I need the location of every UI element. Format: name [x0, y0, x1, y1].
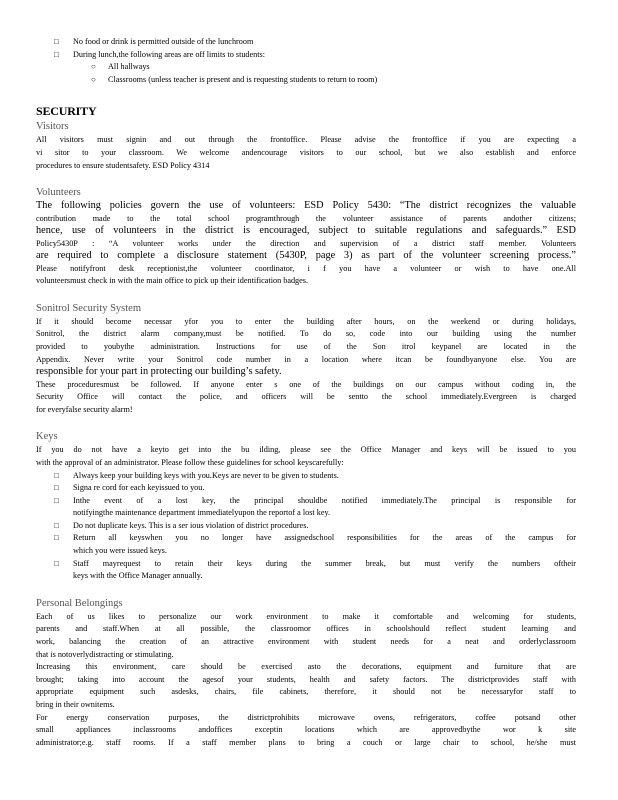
paragraph-line: Please notifyfront desk receptionist,the volunteer coordinator, i f you have a volunteer or wish to have one.All [36, 263, 576, 273]
paragraph-line: are required to complete a disclosure statement (5430P, page 3) as part of the volunteer screening process.” [36, 250, 576, 262]
paragraph-line: small appliances inclassrooms andoffices exceptin locations which are approvedbythe wor k site [36, 725, 576, 735]
paragraph-line: bring in their ownitems. [36, 700, 115, 709]
checkbox-bullet-icon: □ [54, 533, 59, 543]
volunteers-title: Volunteers [36, 187, 81, 199]
list-item-text: Do not duplicate keys. This is a ser ious violation of district procedures. [73, 520, 309, 530]
paragraph-line: appropriate equipment such asdesks, chairs, file cabinets, therefore, it should not be necessaryfor staff to [36, 687, 576, 697]
paragraph-line: brought; taking into account the agesof your students, health and safety factors. The districtprovides staff with [36, 674, 576, 684]
checkbox-bullet-icon: □ [54, 558, 59, 568]
paragraph-line: contribution made to the total school programthrough the volunteer assistance of parents andother citizens; [36, 213, 576, 223]
paragraph-line: Sonitrol, the district alarm company,must be notified. To do so, code into our building using the number [36, 329, 576, 339]
list-item-text: Always keep your building keys with you.Keys are never to be given to students. [73, 470, 339, 480]
list-item-line: Return all keyswhen you no longer have assignedschool responsibilities for the areas of the campus for [73, 533, 576, 543]
circle-bullet-icon: ○ [91, 74, 96, 84]
keys-section [36, 430, 576, 583]
paragraph-line: with the approval of an administrator. Please follow these guidelines for school keyscarefully: [36, 457, 344, 467]
checkbox-bullet-icon: □ [54, 520, 59, 530]
keys-title: Keys [36, 431, 58, 443]
list-item-line: Staff mayrequest to retain their keys during the summer break, but must verify the numbers oftheir [73, 558, 576, 568]
paragraph-line: If it should become necessar yfor you to enter the building after hours, on the weekend or during holidays, [36, 316, 576, 326]
list-item [36, 482, 576, 495]
checkbox-bullet-icon: □ [54, 483, 59, 493]
list-item-line: notifyingthe maintenance department immediatelyupon the reportof a lost key. [73, 508, 331, 518]
personal-belongings-title: Personal Belongings [36, 597, 123, 609]
paragraph-line: Increasing this environment, care should be exercised asto the decorations, equipment and furniture that are [36, 662, 576, 672]
paragraph-line: Security Office will contact the police, and officers will be sentto the school immediately.Evergreen is charged [36, 392, 576, 402]
paragraph-line: hence, use of volunteers in the district is encouraged, subject to suitable regulations and safeguards.” ESD [36, 225, 576, 237]
keys-guideline-list [36, 470, 576, 583]
paragraph-line: volunteersmust check in with the main office to pick up their identification badges. [36, 276, 309, 286]
paragraph-line: administrator;e.g. staff rooms. If a staff member plans to bring a couch or large chair to school, he/she must [36, 737, 576, 747]
visitors-section [36, 120, 576, 172]
paragraph-line: vi sitor to your classroom. We welcome andencourage visitors to our school, but we also establish and enforce [36, 147, 576, 157]
paragraph-line: procedures to ensure studentsafety. ESD Policy 4314 [36, 160, 210, 170]
sub-list-item-text: Classrooms (unless teacher is present and is requesting students to return to room) [108, 74, 378, 84]
paragraph-line: parents and staff.When at all possible, the classroomor offices in schoolshould reflect student learning and [36, 624, 576, 634]
list-item-text [73, 558, 576, 583]
sonitrol-title: Sonitrol Security System [36, 302, 141, 314]
list-item-text: Signa re cord for each keyissued to you. [73, 483, 205, 493]
list-item-text: No food or drink is permitted outside of the lunchroom [73, 37, 254, 46]
personal-belongings-section [36, 597, 576, 750]
volunteers-section [36, 186, 576, 288]
paragraph-line: All visitors must signin and out through the frontoffice. Please advise the frontoffice if you are expecting a [36, 135, 576, 145]
sub-list-item [36, 74, 576, 87]
checkbox-bullet-icon: □ [54, 470, 59, 480]
top-bullet-list [36, 36, 576, 86]
list-item-line: which you were issued keys. [73, 546, 167, 556]
list-item-text [73, 495, 576, 520]
list-item-text [73, 532, 576, 557]
visitors-title: Visitors [36, 121, 69, 133]
list-item [36, 520, 576, 533]
sub-list-item-text: All hallways [108, 62, 150, 72]
security-heading: SECURITY [36, 104, 97, 119]
checkbox-bullet-icon: □ [54, 49, 59, 59]
checkbox-bullet-icon: □ [54, 37, 59, 46]
paragraph-line: For energy conservation purposes, the districtprohibits microwave ovens, refrigerators, coffee potsand other [36, 712, 576, 722]
paragraph-line: work, balancing the creation of an attractive environment with student needs for a neat and orderlyclassroom [36, 637, 576, 647]
list-item [36, 49, 576, 62]
list-item-line: keys with the Office Manager annually. [73, 571, 203, 581]
list-item [36, 470, 576, 483]
list-item [36, 36, 576, 49]
paragraph-line: provided to youbythe administration. Instructions for use of the Son itrol keypanel are located in the [36, 341, 576, 351]
checkbox-bullet-icon: □ [54, 495, 59, 505]
list-item [36, 532, 576, 557]
paragraph-line: Appendix. Never write your Sonitrol code number in a location where itcan be foundbyanyone else. You are [36, 354, 576, 364]
document-page [36, 36, 576, 749]
paragraph-line: If you do not have a keyto get into the bu ilding, please see the Office Manager and keys will be issued to you [36, 445, 576, 455]
paragraph-line: The following policies govern the use of volunteers: ESD Policy 5430: “The district recognizes the valuable [36, 200, 576, 212]
sub-list-item [36, 61, 576, 74]
list-item-text: During lunch,the following areas are off limits to students: [73, 49, 265, 59]
paragraph-line: Policy5430P : “A volunteer works under the direction and supervision of a district staff member. Volunteers [36, 238, 576, 248]
circle-bullet-icon: ○ [91, 62, 96, 72]
list-item-line: Inthe event of a lost key, the principal shouldbe notified immediately.The principal is responsible for [73, 495, 576, 505]
paragraph-line: that is notoverlydistracting or stimulating. [36, 649, 174, 659]
paragraph-line: responsible for your part in protecting our building’s safety. [36, 366, 282, 378]
paragraph-line: for everyfalse security alarm! [36, 404, 133, 414]
sonitrol-section [36, 302, 576, 417]
list-item [36, 558, 576, 583]
list-item [36, 495, 576, 520]
paragraph-line: Each of us likes to personalize our work environment to make it comfortable and welcoming for students, [36, 611, 576, 621]
paragraph-line: These proceduresmust be followed. If anyone enter s one of the buildings on our campus without coding in, the [36, 379, 576, 389]
